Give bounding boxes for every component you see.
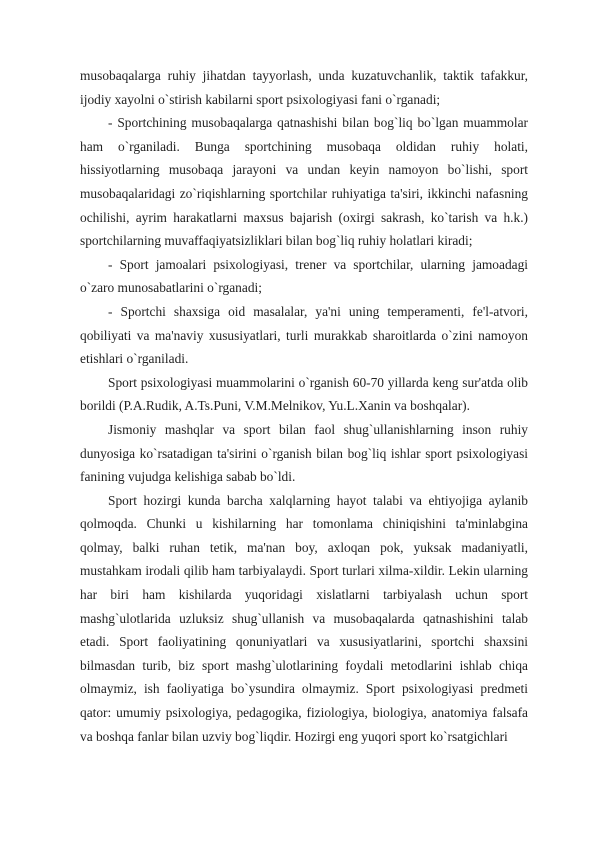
paragraph: - Sport jamoalari psixologiyasi, trener va sportchilar, ularning jamoadagi o`zaro munosabatlarini o`rganadi; xyxy=(80,256,528,296)
paragraph: - Sportchi shaxsiga oid masalalar, ya'ni uning temperamenti, fe'l-atvori, qobiliyati va ma'naviy xususiyatlari, turli murakkab sharoitlarda o`zini namoyon etishlari o`rganiladi. xyxy=(80,303,528,367)
paragraph: musobaqalarga ruhiy jihatdan tayyorlash, unda kuzatuvchanlik, taktik tafakkur, ijodiy xayolni o`stirish kabilarni sport psixologiyasi fani o`rganadi; xyxy=(80,68,528,107)
paragraph: Jismoniy mashqlar va sport bilan faol shug`ullanishlarning inson ruhiy dunyosiga ko`rsatadigan ta'sirini o`rganish bilan bog`liq ishlar sport psixologiyasi fanining vujudga kelishiga sabab bo`ldi. xyxy=(80,421,528,485)
paragraph: Sport hozirgi kunda barcha xalqlarning hayot talabi va ehtiyojiga aylanib qolmoqda. Chunki u kishilarning har tomonlama chiniqishini ta'minlabgina qolmay, balki ruhan tetik, ma'nan boy, axloqan pok, yuksak madaniyatli, mustahkam irodali qilib ham tarbiyalaydi. Sport turlari xilma-xildir. Lekin ularning har biri ham kishilarda yuqoridagi xislatlarni tarbiyalash uchun sport mashg`ulotlarida uzluksiz shug`ullanish va musobaqalarda qatnashishini talab etadi. Sport faoliyatining qonuniyatlari va xususiyatlarini, sportchi shaxsini bilmasdan turib, biz sport mashg`ulotlarining foydali metodlarini ishlab chiqa olmaymiz, ish faoliyatiga bo`ysundira olmaymiz. Sport psixologiyasi predmeti qator: umumiy psixologiya, pedagogika, fiziologiya, biologiya, anatomiya falsafa va boshqa fanlar bilan uzviy bog`liqdir. Hozirgi eng yuqori sport ko`rsatgichlari xyxy=(80,492,528,744)
paragraph: - Sportchining musobaqalarga qatnashishi bilan bog`liq bo`lgan muammolar ham o`rganiladi. Bunga sportchining musobaqa oldidan ruhiy holati, hissiyotlarning musobaqa jarayoni va undan keyin namoyon bo`lishi, sport musobaqalaridagi zo`riqishlarning sportchilar ruhiyatiga ta'siri, ikkinchi nafasning ochilishi, ayrim harakatlarni maxsus bajarish (oxirgi sakrash, ko`tarish va h.k.) sportchilarning muvaffaqiyatsizliklari bilan bog`liq ruhiy holatlari kiradi; xyxy=(80,115,528,249)
document-body xyxy=(80,64,528,748)
paragraph: Sport psixologiyasi muammolarini o`rganish 60-70 yillarda keng sur'atda olib borildi (P.A.Rudik, A.Ts.Puni, V.M.Melnikov, Yu.L.Xanin va boshqalar). xyxy=(80,374,528,414)
